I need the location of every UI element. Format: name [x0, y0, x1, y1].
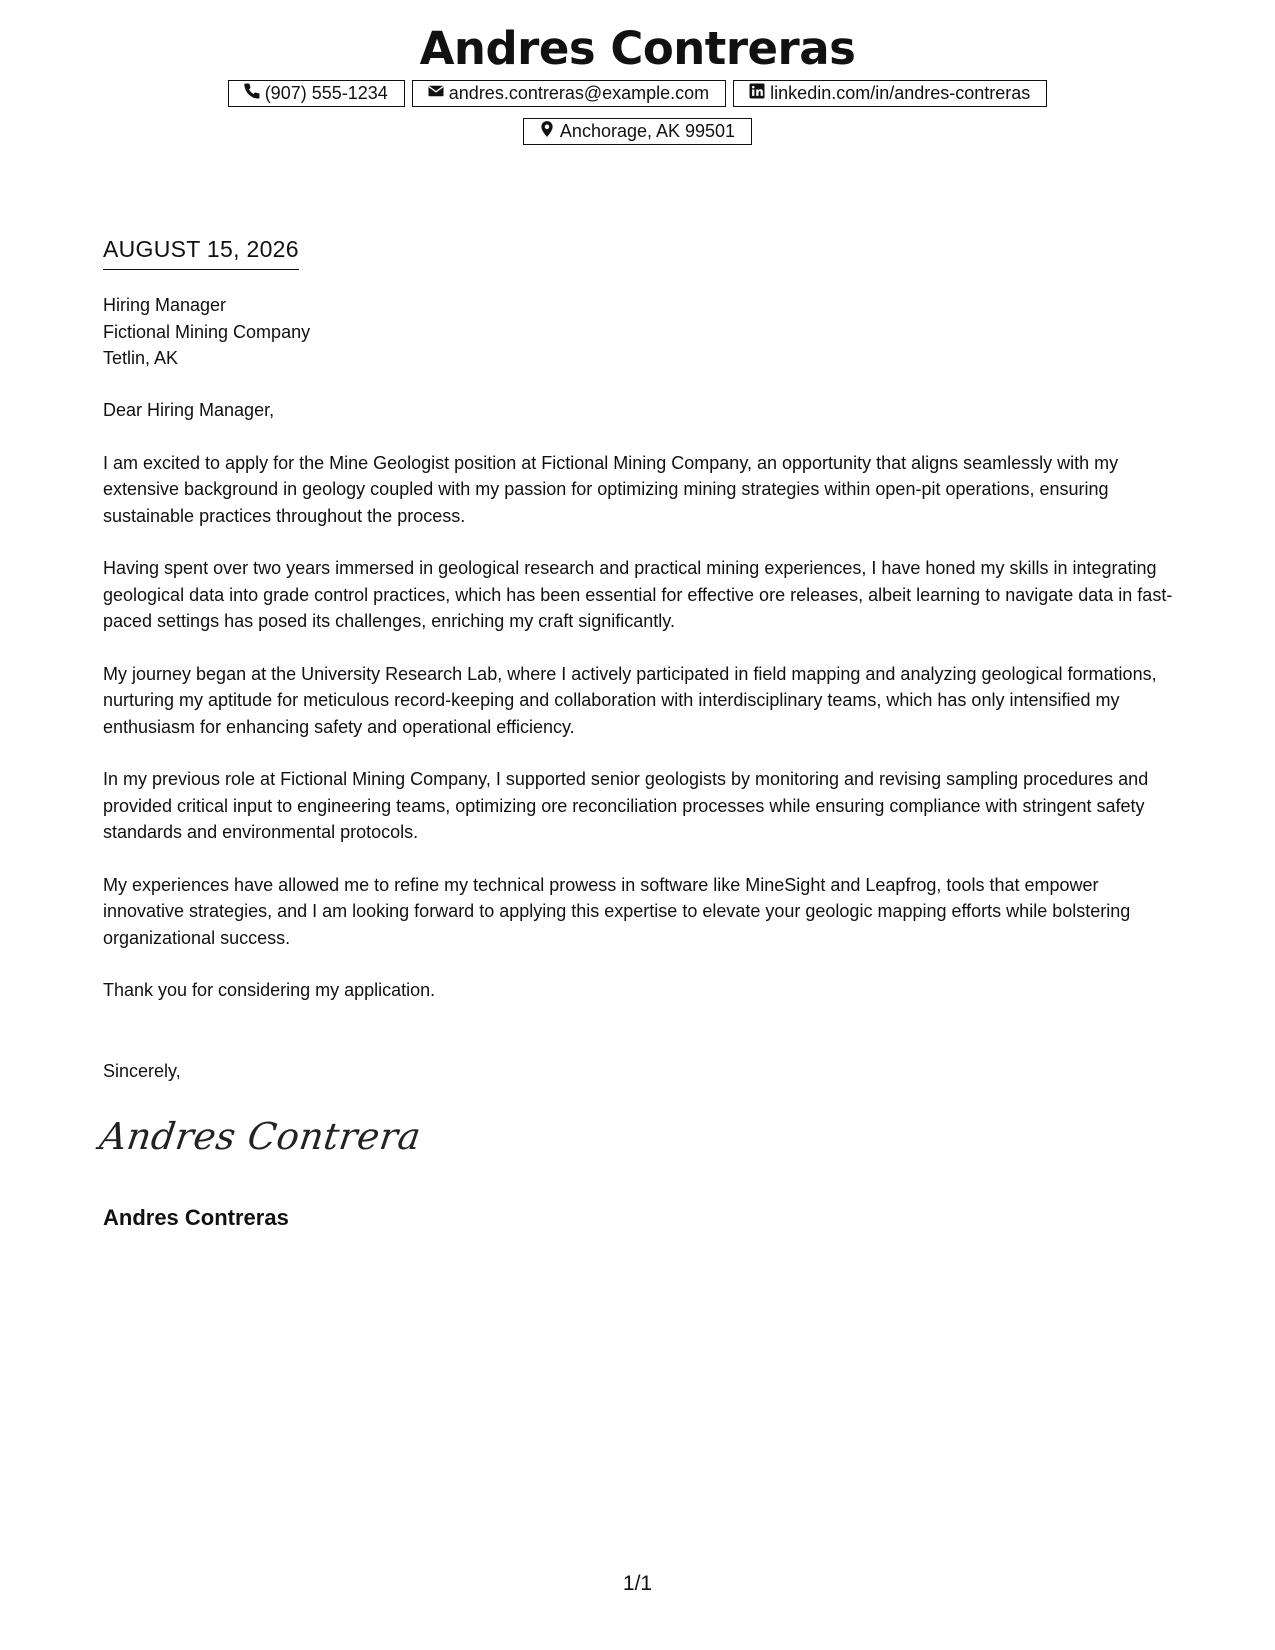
page-number: 1/1: [622, 1572, 653, 1595]
signed-name: Andres Contreras: [103, 1205, 289, 1230]
body-paragraph: My experiences have allowed me to refine my technical prowess in software like MineSight and Leapfrog, tools that empower innovative strategies, and I am looking forward to applying this expertise to elevate your geologic mapping efforts while bolstering organizational success.: [103, 874, 1131, 948]
phone-icon: [243, 82, 261, 105]
contact-info-row-2: [0, 118, 1275, 145]
body-paragraph: My journey began at the University Research Lab, where I actively participated in field mapping and analyzing geological formations, nurturing my aptitude for meticulous record-keeping and collaboration with interdisciplinary teams, which has only intensified my enthusiasm for enhancing safety and operational efficiency.: [103, 663, 1157, 737]
email-contact: [412, 80, 726, 107]
recipient-title: Hiring Manager: [103, 295, 227, 315]
location-text: Anchorage, AK 99501: [559, 121, 736, 141]
applicant-name: Andres Contreras: [419, 22, 856, 75]
linkedin-icon: [748, 82, 766, 105]
body-paragraph: I am excited to apply for the Mine Geologist position at Fictional Mining Company, an opportunity that aligns seamlessly with my extensive background in geology coupled with my passion for optimizing mining strategies within open-pit operations, ensuring sustainable practices throughout the process.: [103, 452, 1119, 526]
linkedin-text: linkedin.com/in/andres-contreras: [770, 83, 1031, 103]
email-text: andres.contreras@example.com: [448, 83, 710, 103]
map-marker-icon: [538, 120, 556, 143]
thank-you-line: Thank you for considering my application.: [103, 980, 436, 1000]
location-contact: [523, 118, 752, 145]
recipient-block: [103, 292, 310, 372]
recipient-location: Tetlin, AK: [103, 348, 179, 368]
letter-body: [103, 397, 1183, 1030]
salutation: Dear Hiring Manager,: [103, 400, 275, 420]
handwritten-signature: Andres Contrera: [96, 1115, 424, 1158]
phone-text: (907) 555-1234: [264, 83, 388, 103]
linkedin-contact: [733, 80, 1047, 107]
contact-info-row: [0, 80, 1275, 107]
phone-contact: [228, 80, 405, 107]
recipient-company: Fictional Mining Company: [103, 321, 311, 342]
body-paragraph: Having spent over two years immersed in geological research and practical mining experiences, I have honed my skills in integrating geological data into grade control practices, which has been essential for effective ore releases, albeit learning to navigate data in fast-paced settings has posed its challenges, enriching my craft significantly.: [103, 558, 1173, 631]
letter-date: AUGUST 15, 2026: [103, 236, 299, 270]
envelope-icon: [427, 82, 445, 105]
closing: Sincerely,: [103, 1061, 181, 1081]
body-paragraph: In my previous role at Fictional Mining Company, I supported senior geologists by monitoring and revising sampling procedures and provided critical input to engineering teams, optimizing ore reconciliation processes while ensuring compliance with stringent safety standards and environmental protocols.: [103, 769, 1149, 842]
